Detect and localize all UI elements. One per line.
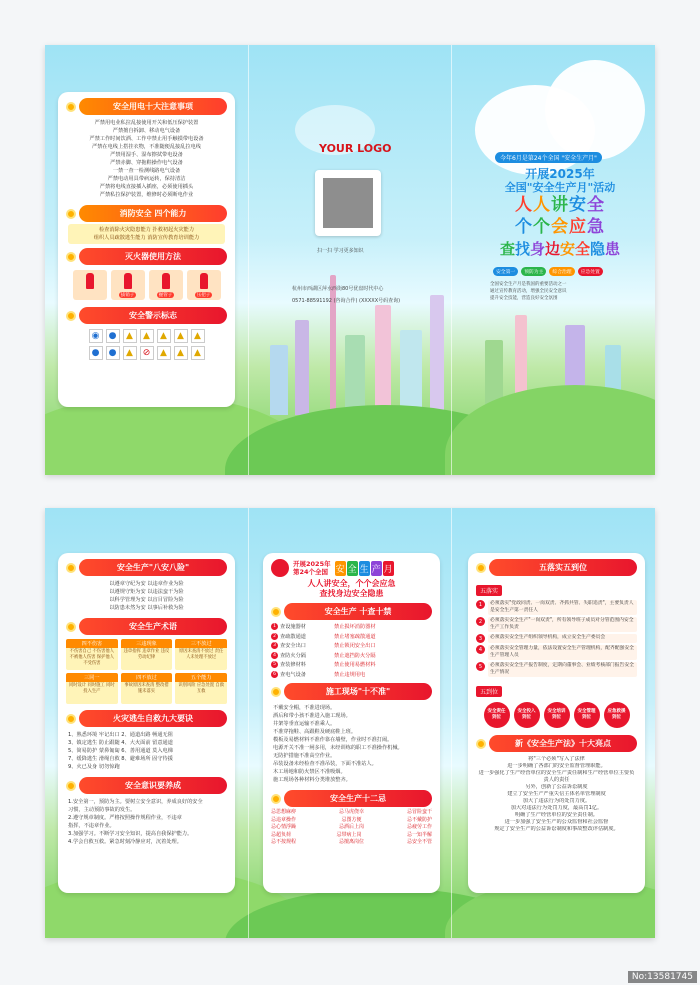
list-item: 明确了生产经营单位的安全责任制。 xyxy=(514,812,598,818)
term-body: 事故原因未查清 整改措施未落实 xyxy=(121,682,173,704)
term-body: 原因未查清不放过 责任人未处理不放过 xyxy=(175,648,227,670)
cell: 忌不戴防护 xyxy=(406,816,432,823)
table-row xyxy=(263,641,440,651)
extinguisher-step xyxy=(149,270,183,300)
circle-badge: 安全培训到位 xyxy=(544,702,570,728)
slogan-2: 查找身边安全隐患 xyxy=(319,589,384,598)
warning-sign-icon: ▲ xyxy=(174,346,188,360)
item-number: 2 xyxy=(476,617,485,626)
section-title: 安全意识要养成 xyxy=(79,777,227,794)
list-item: 严禁在电线上搭挂衣物，不准随便乱接乱拉电线 xyxy=(92,144,201,150)
cell: 忌安全不管 xyxy=(406,839,432,845)
list-item: 电源开关不准一闸多用，未经训练的职工不准操作机械。 xyxy=(273,745,403,751)
section-title: 安全生产"八安八险" xyxy=(79,559,227,576)
month-char: 生 xyxy=(359,561,370,576)
month-char: 产 xyxy=(371,561,382,576)
hill xyxy=(445,385,655,475)
building xyxy=(345,335,365,415)
title-char: 应 xyxy=(569,217,587,237)
awareness-header xyxy=(66,777,227,794)
row-number: 4 xyxy=(271,652,278,659)
section-title: 灭火器使用方法 xyxy=(79,248,227,265)
warning-sign-icon: ▲ xyxy=(191,346,205,360)
warning-sign-icon: ▲ xyxy=(174,329,188,343)
terms-header xyxy=(66,618,227,635)
term-body: 违章指挥 违章作业 违反劳动纪律 xyxy=(121,648,173,670)
cover-note: 提升安全技能，营造良好安全氛围 xyxy=(490,296,558,301)
list-item: 5、简易防护 蒙鼻匍匐 6、善用通道 莫入电梯 xyxy=(68,748,173,754)
cell: 忌擅离岗位 xyxy=(338,839,364,845)
phone-text: 0571-88591192 (咨询合作) (XXXXX号码查询) xyxy=(292,298,401,304)
month-banner xyxy=(263,553,440,579)
month-char: 月 xyxy=(383,561,394,576)
cell: 忌思想麻痹 xyxy=(271,809,297,815)
subsection-label: 五落实 xyxy=(476,585,502,596)
mandatory-sign-icon: ● xyxy=(89,346,103,360)
awareness-list xyxy=(58,796,235,848)
warning-sign-icon: ▲ xyxy=(157,329,171,343)
cover-subtitle-1: 开展2025年 xyxy=(525,167,595,181)
section-title: 消防安全 四个能力 xyxy=(79,205,227,222)
escape-header xyxy=(66,710,227,727)
item-text: 必须落实"党政同责、一岗双责、齐抓共管、失职追责"，主要负责人是安全生产第一责任人 xyxy=(488,600,637,615)
list-item: 严禁电动用具带病运转，保持清洁 xyxy=(107,176,186,182)
warning-sign-icon: ▲ xyxy=(123,346,137,360)
cover-title-line-3 xyxy=(465,239,655,260)
section-title: 安全生产 十查十禁 xyxy=(284,603,432,620)
section-title: 安全生产术语 xyxy=(79,618,227,635)
term-title: 三不放过 xyxy=(175,639,227,648)
row-number: 6 xyxy=(271,671,278,678)
list-item: 严禁将电线直接插入插座，必须使用插头 xyxy=(99,184,194,190)
subsection-label: 五到位 xyxy=(476,686,502,697)
five-list xyxy=(468,598,645,679)
list-item: 以科学管理为安 以盲目冒险为险 xyxy=(109,597,184,603)
term-title: 四不放过 xyxy=(121,673,173,682)
section-title: 五落实五到位 xyxy=(489,559,637,576)
site-list xyxy=(263,702,440,786)
safety-card-back-right xyxy=(468,553,645,893)
list-item xyxy=(476,662,637,677)
address-text: 杭州市西湖区萍水西街80号优盘时代中心 xyxy=(292,286,384,292)
table-row xyxy=(263,651,440,661)
list-item: 一禁一查一检测线路电气设备 xyxy=(112,168,181,174)
term-title: 三同一 xyxy=(66,673,118,682)
warning-sign-icon: ▲ xyxy=(123,329,137,343)
cover-title-line-2 xyxy=(475,217,645,238)
cover-note: 全国安全生产月是我国的重要活动之一 xyxy=(490,282,567,287)
extinguisher-bottle-icon xyxy=(124,273,132,289)
list-item: 吊装设备未经检查不准吊装，下面不准站人。 xyxy=(273,761,377,767)
bullet-icon xyxy=(66,622,76,632)
cell: 忌带病上岗 xyxy=(336,831,362,838)
list-item: 以遵章守纪为安 以违章作业为险 xyxy=(109,581,184,587)
title-char: 讲 xyxy=(551,195,569,215)
extinguisher-header xyxy=(66,248,227,265)
electric-sign-icon: ▲ xyxy=(140,329,154,343)
signs-header xyxy=(66,307,227,324)
list-item xyxy=(476,617,637,632)
cloud xyxy=(545,60,645,160)
section-title: 安全用电十大注意事项 xyxy=(79,98,227,115)
fold-line xyxy=(248,508,249,938)
building xyxy=(375,305,391,415)
bullet-icon xyxy=(66,714,76,724)
month-char: 安 xyxy=(335,561,346,576)
term-title: 三违现象 xyxy=(121,639,173,648)
cell: 忌心情浮躁 xyxy=(271,824,297,830)
list-item: 严禁工作时间饮酒、工作中禁止用手触摸带电设备 xyxy=(89,136,204,142)
item-text: 必须落实安全生产"一岗双责"，所有领导班子成员对分管范围内安全生产工作负责 xyxy=(488,617,637,632)
building xyxy=(430,295,444,415)
month-char: 全 xyxy=(347,561,358,576)
brochure-back xyxy=(45,508,655,938)
table-row xyxy=(263,670,440,680)
list-item: 2.遵守规章制度。严格按照操作规程作业，不违章 xyxy=(68,815,182,821)
title-char: 安 xyxy=(569,195,587,215)
extinguisher-step xyxy=(187,270,221,300)
qr-caption: 扫一扫 学习更多知识 xyxy=(317,248,364,254)
list-item: 1.安全第一，预防为主。要树立安全意识，养成良好的安全 xyxy=(68,799,203,805)
qr-code[interactable] xyxy=(315,170,381,236)
cell: 忌冒险蛮干 xyxy=(406,809,432,815)
list-item xyxy=(476,645,637,660)
list-item: 以防患未然为安 以事后补救为险 xyxy=(109,605,184,611)
cover-subtitle-2: 全国"安全生产月"活动 xyxy=(504,181,616,194)
term-card xyxy=(175,639,227,670)
fold-line xyxy=(451,508,452,938)
list-item: 另外，创新了公益诉讼制度 xyxy=(525,784,588,790)
list-item: 酒后和带小孩不准进入施工现场。 xyxy=(273,713,351,719)
list-item xyxy=(476,634,637,643)
row-ban: 禁止使用易燃材料 xyxy=(334,662,376,669)
list-item: 井架等垂直运输不准乘人。 xyxy=(273,721,336,727)
circle-badge: 安全投入到位 xyxy=(514,702,540,728)
cell: 忌疲劳工作 xyxy=(406,824,432,830)
extinguisher-bottle-icon xyxy=(162,273,170,289)
list-item: 不准穿拖鞋、高跟鞋及硬底鞋上班。 xyxy=(273,729,357,735)
escape-list xyxy=(58,729,235,773)
row-check: 查安全出口 xyxy=(280,643,306,650)
list-item: 严禁赤脚、穿拖鞋操作电气设备 xyxy=(110,160,183,166)
term-card xyxy=(175,673,227,704)
section-title: 安全生产十二忌 xyxy=(284,790,432,807)
row-check: 查装修材料 xyxy=(280,662,306,669)
worker-sign-icon: ◉ xyxy=(89,329,103,343)
list-item: 加大了违法行为的处罚力度。 xyxy=(522,798,591,804)
mandatory-sign-icon: ● xyxy=(106,346,120,360)
image-number-watermark: No:13581745 xyxy=(628,971,697,983)
section-title: 安全警示标志 xyxy=(79,307,227,324)
step-label: 压把子 xyxy=(196,293,211,298)
term-card xyxy=(121,673,173,704)
cover-tagline: 今年6月是第24个全国 "安全生产月" xyxy=(495,152,602,163)
table-row xyxy=(271,832,432,840)
list-item: 严禁擅自拆卸、移动电气设备 xyxy=(112,128,181,134)
eight-header xyxy=(66,559,227,576)
five-header xyxy=(476,559,637,576)
safety-card-back-left xyxy=(58,553,235,893)
circle-badge: 安全管理到位 xyxy=(574,702,600,728)
list-item: 进一步加强了安全生产的公众监督和社会监督 xyxy=(504,819,609,825)
circle-badge: 安全责任到位 xyxy=(484,702,510,728)
list-item: 4.学会自救互救。紧急时刻冷静应对，沉着处理。 xyxy=(68,839,182,845)
cover-title-line-1 xyxy=(475,195,645,216)
list-item: 进一步强化了生产经营单位的安全生产责任制和生产经营单位主要负责人的责任 xyxy=(478,770,635,783)
law-list xyxy=(468,754,645,835)
law-header xyxy=(476,735,637,752)
terms-grid xyxy=(58,637,235,706)
cell: 忌图方便 xyxy=(341,816,362,823)
cover-pills xyxy=(493,267,603,276)
warning-signs-grid xyxy=(58,326,235,363)
list-item: 进一步明确了各部门的安全监督管理职能。 xyxy=(507,763,606,769)
slogan-1: 人人讲安全，个个会应急 xyxy=(307,579,396,588)
qr-placeholder xyxy=(323,178,373,228)
title-char: 边 xyxy=(544,240,560,258)
cell: 忌一知半解 xyxy=(406,831,432,838)
title-char: 身 xyxy=(529,240,545,258)
table-row xyxy=(271,824,432,832)
brand-logo: YOUR LOGO xyxy=(319,142,392,155)
safety-card-back-middle xyxy=(263,553,440,893)
row-check: 查疏散通道 xyxy=(280,633,306,640)
bullet-icon xyxy=(66,311,76,321)
list-item: 将"三个必须"写入了法律 xyxy=(528,756,585,762)
list-item: 3.加强学习。不断学习安全知识，提高自我保护能力。 xyxy=(68,831,193,837)
row-ban: 禁止遮挡防火分隔 xyxy=(334,652,376,659)
bullet-icon xyxy=(476,739,486,749)
list-item: 施工现场各种材料分类堆放整齐。 xyxy=(273,777,351,783)
section-title: 新《安全生产法》十大亮点 xyxy=(489,735,637,752)
row-ban: 禁止损坏消防器材 xyxy=(334,624,376,631)
bullet-icon xyxy=(476,563,486,573)
list-item: 习惯，主动预防事故的发生。 xyxy=(68,807,136,813)
extinguisher-step xyxy=(111,270,145,300)
title-char: 人 xyxy=(515,195,533,215)
electric-list xyxy=(58,117,235,201)
cell: 忌违章操作 xyxy=(271,816,297,823)
list-item: 严禁私拉保护装置，维修时必须断电作业 xyxy=(99,192,194,198)
title-char: 个 xyxy=(515,217,533,237)
term-card xyxy=(66,673,118,704)
table-row xyxy=(271,839,432,847)
list-item: 严禁用电业私拉乱接使用开关和低压保护装置 xyxy=(94,120,199,126)
row-number: 1 xyxy=(271,623,278,630)
table-row xyxy=(263,632,440,642)
pill-label: 安全第一 xyxy=(493,267,518,276)
helmet-sign-icon: ● xyxy=(106,329,120,343)
fire-header xyxy=(66,205,227,222)
circle-badge: 应急救援到位 xyxy=(604,702,630,728)
fold-line xyxy=(451,45,452,475)
cell: 忌酒后上岗 xyxy=(338,824,364,830)
row-number: 3 xyxy=(271,642,278,649)
tower xyxy=(330,275,336,415)
term-body: 不伤害自己 不伤害他人 不被他人伤害 保护他人不受伤害 xyxy=(66,648,118,670)
extinguisher-bottle-icon xyxy=(200,273,208,289)
row-check: 查防火分隔 xyxy=(280,652,306,659)
list-item: 9、火已及身 切勿惊跑 xyxy=(68,764,120,770)
warning-sign-icon: ▲ xyxy=(191,329,205,343)
row-number: 2 xyxy=(271,633,278,640)
table-row xyxy=(263,660,440,670)
section-title: 施工现场"十不准" xyxy=(284,683,432,700)
title-char: 患 xyxy=(605,240,621,258)
fire-list xyxy=(68,224,225,244)
table-row xyxy=(271,817,432,825)
cell: 忌不按规程 xyxy=(271,839,297,845)
title-char: 人 xyxy=(533,195,551,215)
cell: 忌马虎侥幸 xyxy=(338,809,364,815)
building xyxy=(270,345,288,415)
title-char: 个 xyxy=(533,217,551,237)
step-label: 握管子 xyxy=(158,293,173,298)
item-number: 3 xyxy=(476,634,485,643)
table-row xyxy=(263,622,440,632)
badge-top: 开展2025年 xyxy=(293,560,331,568)
section-title: 火灾逃生自救九大要诀 xyxy=(79,710,227,727)
title-char: 找 xyxy=(514,240,530,258)
brochure-front xyxy=(45,45,655,475)
twelve-grid xyxy=(263,809,440,847)
fold-line xyxy=(248,45,249,475)
table-row xyxy=(271,809,432,817)
list-item: 以遵规守矩为安 以违法蛮干为险 xyxy=(109,589,184,595)
row-number: 5 xyxy=(271,661,278,668)
ten-header xyxy=(271,603,432,620)
title-char: 急 xyxy=(587,217,605,237)
item-text: 必须落实安全生产报告制度，定期向董事会、业绩考核部门报告安全生产情况 xyxy=(488,662,637,677)
pill-label: 预防为主 xyxy=(521,267,546,276)
prohibition-sign-icon: ⊘ xyxy=(140,346,154,360)
bullet-icon xyxy=(66,209,76,219)
cell: 忌超负荷 xyxy=(271,831,292,838)
term-body: 同时设计 同时施工 同时投入生产 xyxy=(66,682,118,704)
item-number: 4 xyxy=(476,645,485,654)
row-ban: 禁止锁闭安全出口 xyxy=(334,643,376,650)
term-card xyxy=(121,639,173,670)
list-item: 木工场地和防火禁区不准吸烟。 xyxy=(273,769,346,775)
list-item: 无防护措施不准高空作业。 xyxy=(273,753,336,759)
item-text: 必须落实安全生产组织领导机构，成立安全生产委员会 xyxy=(488,634,637,643)
ten-list xyxy=(263,622,440,679)
site-header xyxy=(271,683,432,700)
list-item: 不戴安全帽，不准进现场。 xyxy=(273,705,336,711)
badge-bottom: 第24个全国 xyxy=(293,568,329,576)
step-label: 拔销子 xyxy=(120,293,135,298)
building xyxy=(295,320,309,415)
bullet-icon xyxy=(271,687,281,697)
list-item: 加大对违法行为处罚力度，最高罚1亿。 xyxy=(510,805,603,811)
list-item: 规定了安全生产的公益诉讼制度和事故整改评估制度。 xyxy=(494,826,619,832)
list-item: 组织人员疏散逃生能力 消防宣传教育培训能力 xyxy=(93,235,200,241)
five-circles xyxy=(468,699,645,731)
list-item: 模板及易燃材料不准作靠在墙壁，作业时不准打闹。 xyxy=(273,737,393,743)
bullet-icon xyxy=(66,252,76,262)
safety-badge-icon xyxy=(271,559,289,577)
title-char: 全 xyxy=(587,195,605,215)
title-char: 全 xyxy=(575,240,591,258)
extinguisher-bottle-icon xyxy=(86,273,94,289)
pill-label: 综合治理 xyxy=(549,267,574,276)
extinguisher-icon xyxy=(73,270,107,300)
row-check: 查电气设备 xyxy=(280,671,306,678)
safety-card-front-left xyxy=(58,92,235,407)
list-item: 严禁用湿手、湿布擦拭带电设备 xyxy=(110,152,183,158)
item-text: 必须落实安全管理力量，依法设置安全生产管理机构，配齐配强安全生产管理人员 xyxy=(488,645,637,660)
eight-list xyxy=(58,578,235,614)
badge-text xyxy=(293,560,331,576)
bullet-icon xyxy=(66,102,76,112)
list-item xyxy=(476,600,637,615)
term-title: 四不伤害 xyxy=(66,639,118,648)
building xyxy=(400,330,422,415)
title-char: 查 xyxy=(499,240,515,258)
bullet-icon xyxy=(66,781,76,791)
item-number: 5 xyxy=(476,662,485,671)
bullet-icon xyxy=(271,607,281,617)
electric-header xyxy=(66,98,227,115)
title-char: 会 xyxy=(551,217,569,237)
list-item: 检查消除火灾隐患能力 扑救初起火灾能力 xyxy=(98,227,195,233)
term-body: 识别风险 应急处置 自救互救 xyxy=(175,682,227,704)
bullet-icon xyxy=(66,563,76,573)
warning-sign-icon: ▲ xyxy=(157,346,171,360)
extinguisher-steps xyxy=(58,267,235,303)
list-item: 指挥，不违章作业。 xyxy=(68,823,115,829)
list-item: 1、熟悉环境 牢记出口 2、通道出路 畅通无阻 xyxy=(68,732,173,738)
term-card xyxy=(66,639,118,670)
title-char: 安 xyxy=(560,240,576,258)
list-item: 建立了安全生产严重失信主体名单管理制度 xyxy=(507,791,606,797)
term-title: 五个能力 xyxy=(175,673,227,682)
row-check: 查设施器材 xyxy=(280,624,306,631)
item-number: 1 xyxy=(476,600,485,609)
row-ban: 禁止违规用电 xyxy=(334,671,366,678)
bullet-icon xyxy=(271,794,281,804)
pill-label: 应急处置 xyxy=(578,267,603,276)
list-item: 3、镇定逃生 防止跟随 4、大火面前 留意通道 xyxy=(68,740,173,746)
twelve-header xyxy=(271,790,432,807)
cover-note: 通过宣传教育活动，增强全民安全意识 xyxy=(490,289,567,294)
list-item: 7、缓降逃生 滑绳自救 8、避难场所 固守待援 xyxy=(68,756,173,762)
month-chars xyxy=(335,561,394,576)
row-ban: 禁止堵塞疏散通道 xyxy=(334,633,376,640)
title-char: 隐 xyxy=(590,240,606,258)
